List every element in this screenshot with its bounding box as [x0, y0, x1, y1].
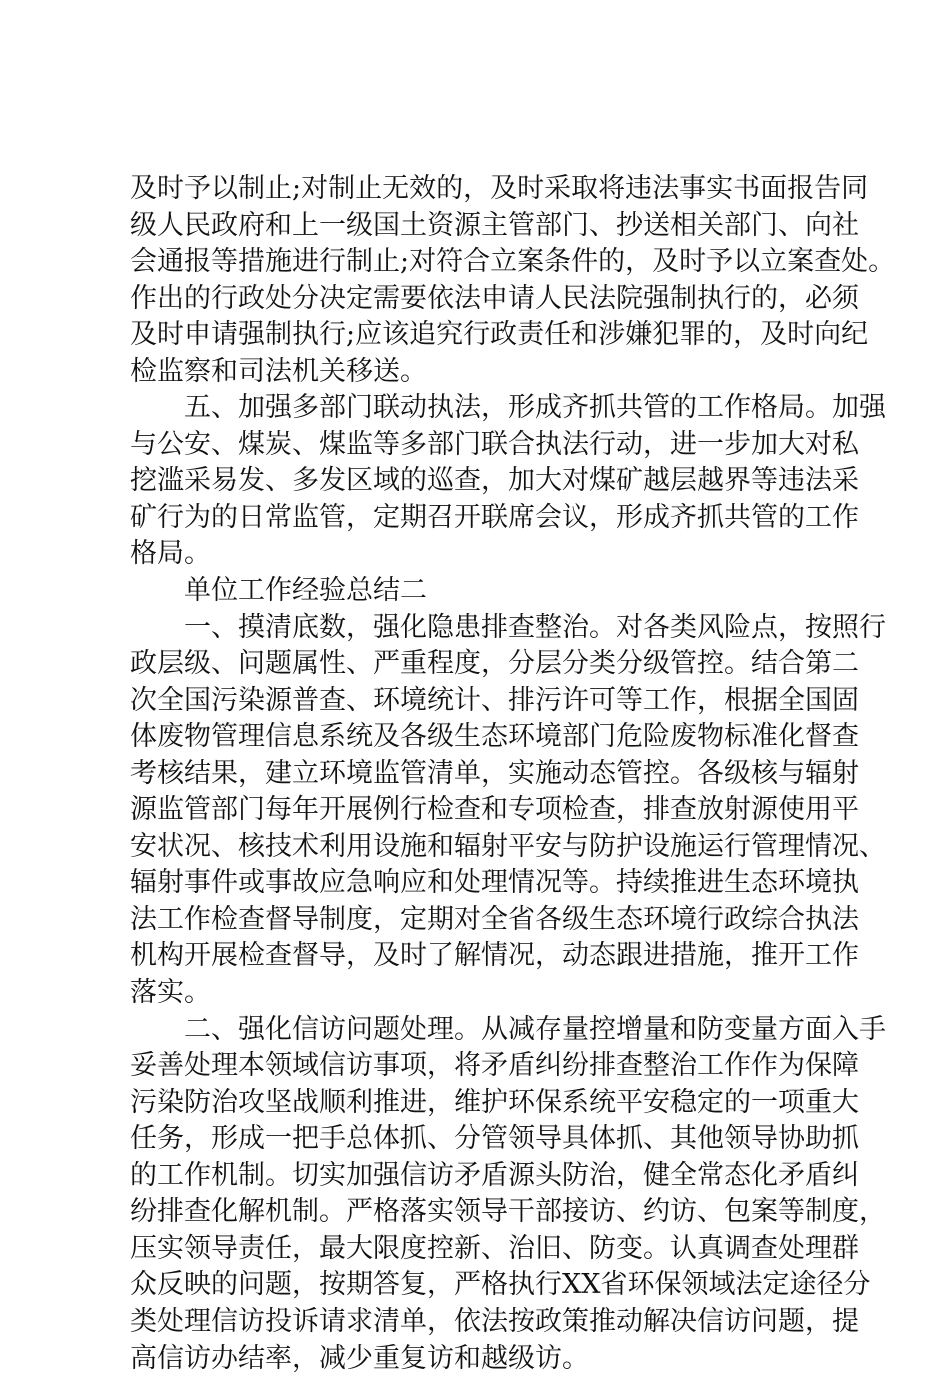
- paragraph-first-line: 五、加强多部门联动执法，形成齐抓共管的工作格局。加强: [130, 390, 832, 427]
- text-line: 政层级、问题属性、严重程度，分层分类分级管控。结合第二: [130, 646, 832, 683]
- text-line: 纷排查化解机制。严格落实领导干部接访、约访、包案等制度，: [130, 1194, 832, 1231]
- text-line: 挖滥采易发、多发区域的巡查，加大对煤矿越层越界等违法采: [130, 463, 832, 500]
- section-heading: 单位工作经验总结二: [130, 573, 832, 610]
- text-line: 法工作检查督导制度，定期对全省各级生态环境行政综合执法: [130, 902, 832, 939]
- text-line: 考核结果，建立环境监管清单，实施动态管控。各级核与辐射: [130, 756, 832, 793]
- paragraph-first-line: 二、强化信访问题处理。从减存量控增量和防变量方面入手: [130, 1012, 832, 1049]
- text-line: 及时申请强制执行;应该追究行政责任和涉嫌犯罪的，及时向纪: [130, 317, 832, 354]
- text-line: 妥善处理本领域信访事项，将矛盾纠纷排查整治工作作为保障: [130, 1048, 832, 1085]
- text-line: 落实。: [130, 975, 832, 1012]
- text-line: 压实领导责任，最大限度控新、治旧、防变。认真调查处理群: [130, 1231, 832, 1268]
- text-line: 格局。: [130, 536, 832, 573]
- text-line: 安状况、核技术利用设施和辐射平安与防护设施运行管理情况、: [130, 829, 832, 866]
- text-line: 作出的行政处分决定需要依法申请人民法院强制执行的，必须: [130, 281, 832, 318]
- text-line: 众反映的问题，按期答复，严格执行XX省环保领域法定途径分: [130, 1267, 832, 1304]
- text-line: 矿行为的日常监管，定期召开联席会议，形成齐抓共管的工作: [130, 500, 832, 537]
- paragraph-first-line: 一、摸清底数，强化隐患排查整治。对各类风险点，按照行: [130, 610, 832, 647]
- text-line: 级人民政府和上一级国土资源主管部门、抄送相关部门、向社: [130, 208, 832, 245]
- text-line: 检监察和司法机关移送。: [130, 354, 832, 391]
- text-line: 体废物管理信息系统及各级生态环境部门危险废物标准化督查: [130, 719, 832, 756]
- text-line: 及时予以制止;对制止无效的，及时采取将违法事实书面报告同: [130, 171, 832, 208]
- text-line: 与公安、煤炭、煤监等多部门联合执法行动，进一步加大对私: [130, 427, 832, 464]
- text-line: 污染防治攻坚战顺利推进，维护环保系统平安稳定的一项重大: [130, 1085, 832, 1122]
- text-line: 任务，形成一把手总体抓、分管领导具体抓、其他领导协助抓: [130, 1121, 832, 1158]
- text-line: 会通报等措施进行制止;对符合立案条件的，及时予以立案查处。: [130, 244, 832, 281]
- text-line: 源监管部门每年开展例行检查和专项检查，排查放射源使用平: [130, 792, 832, 829]
- text-line: 的工作机制。切实加强信访矛盾源头防治，健全常态化矛盾纠: [130, 1158, 832, 1195]
- text-line: 辐射事件或事故应急响应和处理情况等。持续推进生态环境执: [130, 865, 832, 902]
- text-line: 次全国污染源普查、环境统计、排污许可等工作，根据全国固: [130, 683, 832, 720]
- text-line: 类处理信访投诉请求清单，依法按政策推动解决信访问题，提: [130, 1304, 832, 1341]
- text-line: 机构开展检查督导，及时了解情况，动态跟进措施，推开工作: [130, 938, 832, 975]
- text-line: 高信访办结率，减少重复访和越级访。: [130, 1341, 832, 1377]
- document-body: [130, 171, 832, 1377]
